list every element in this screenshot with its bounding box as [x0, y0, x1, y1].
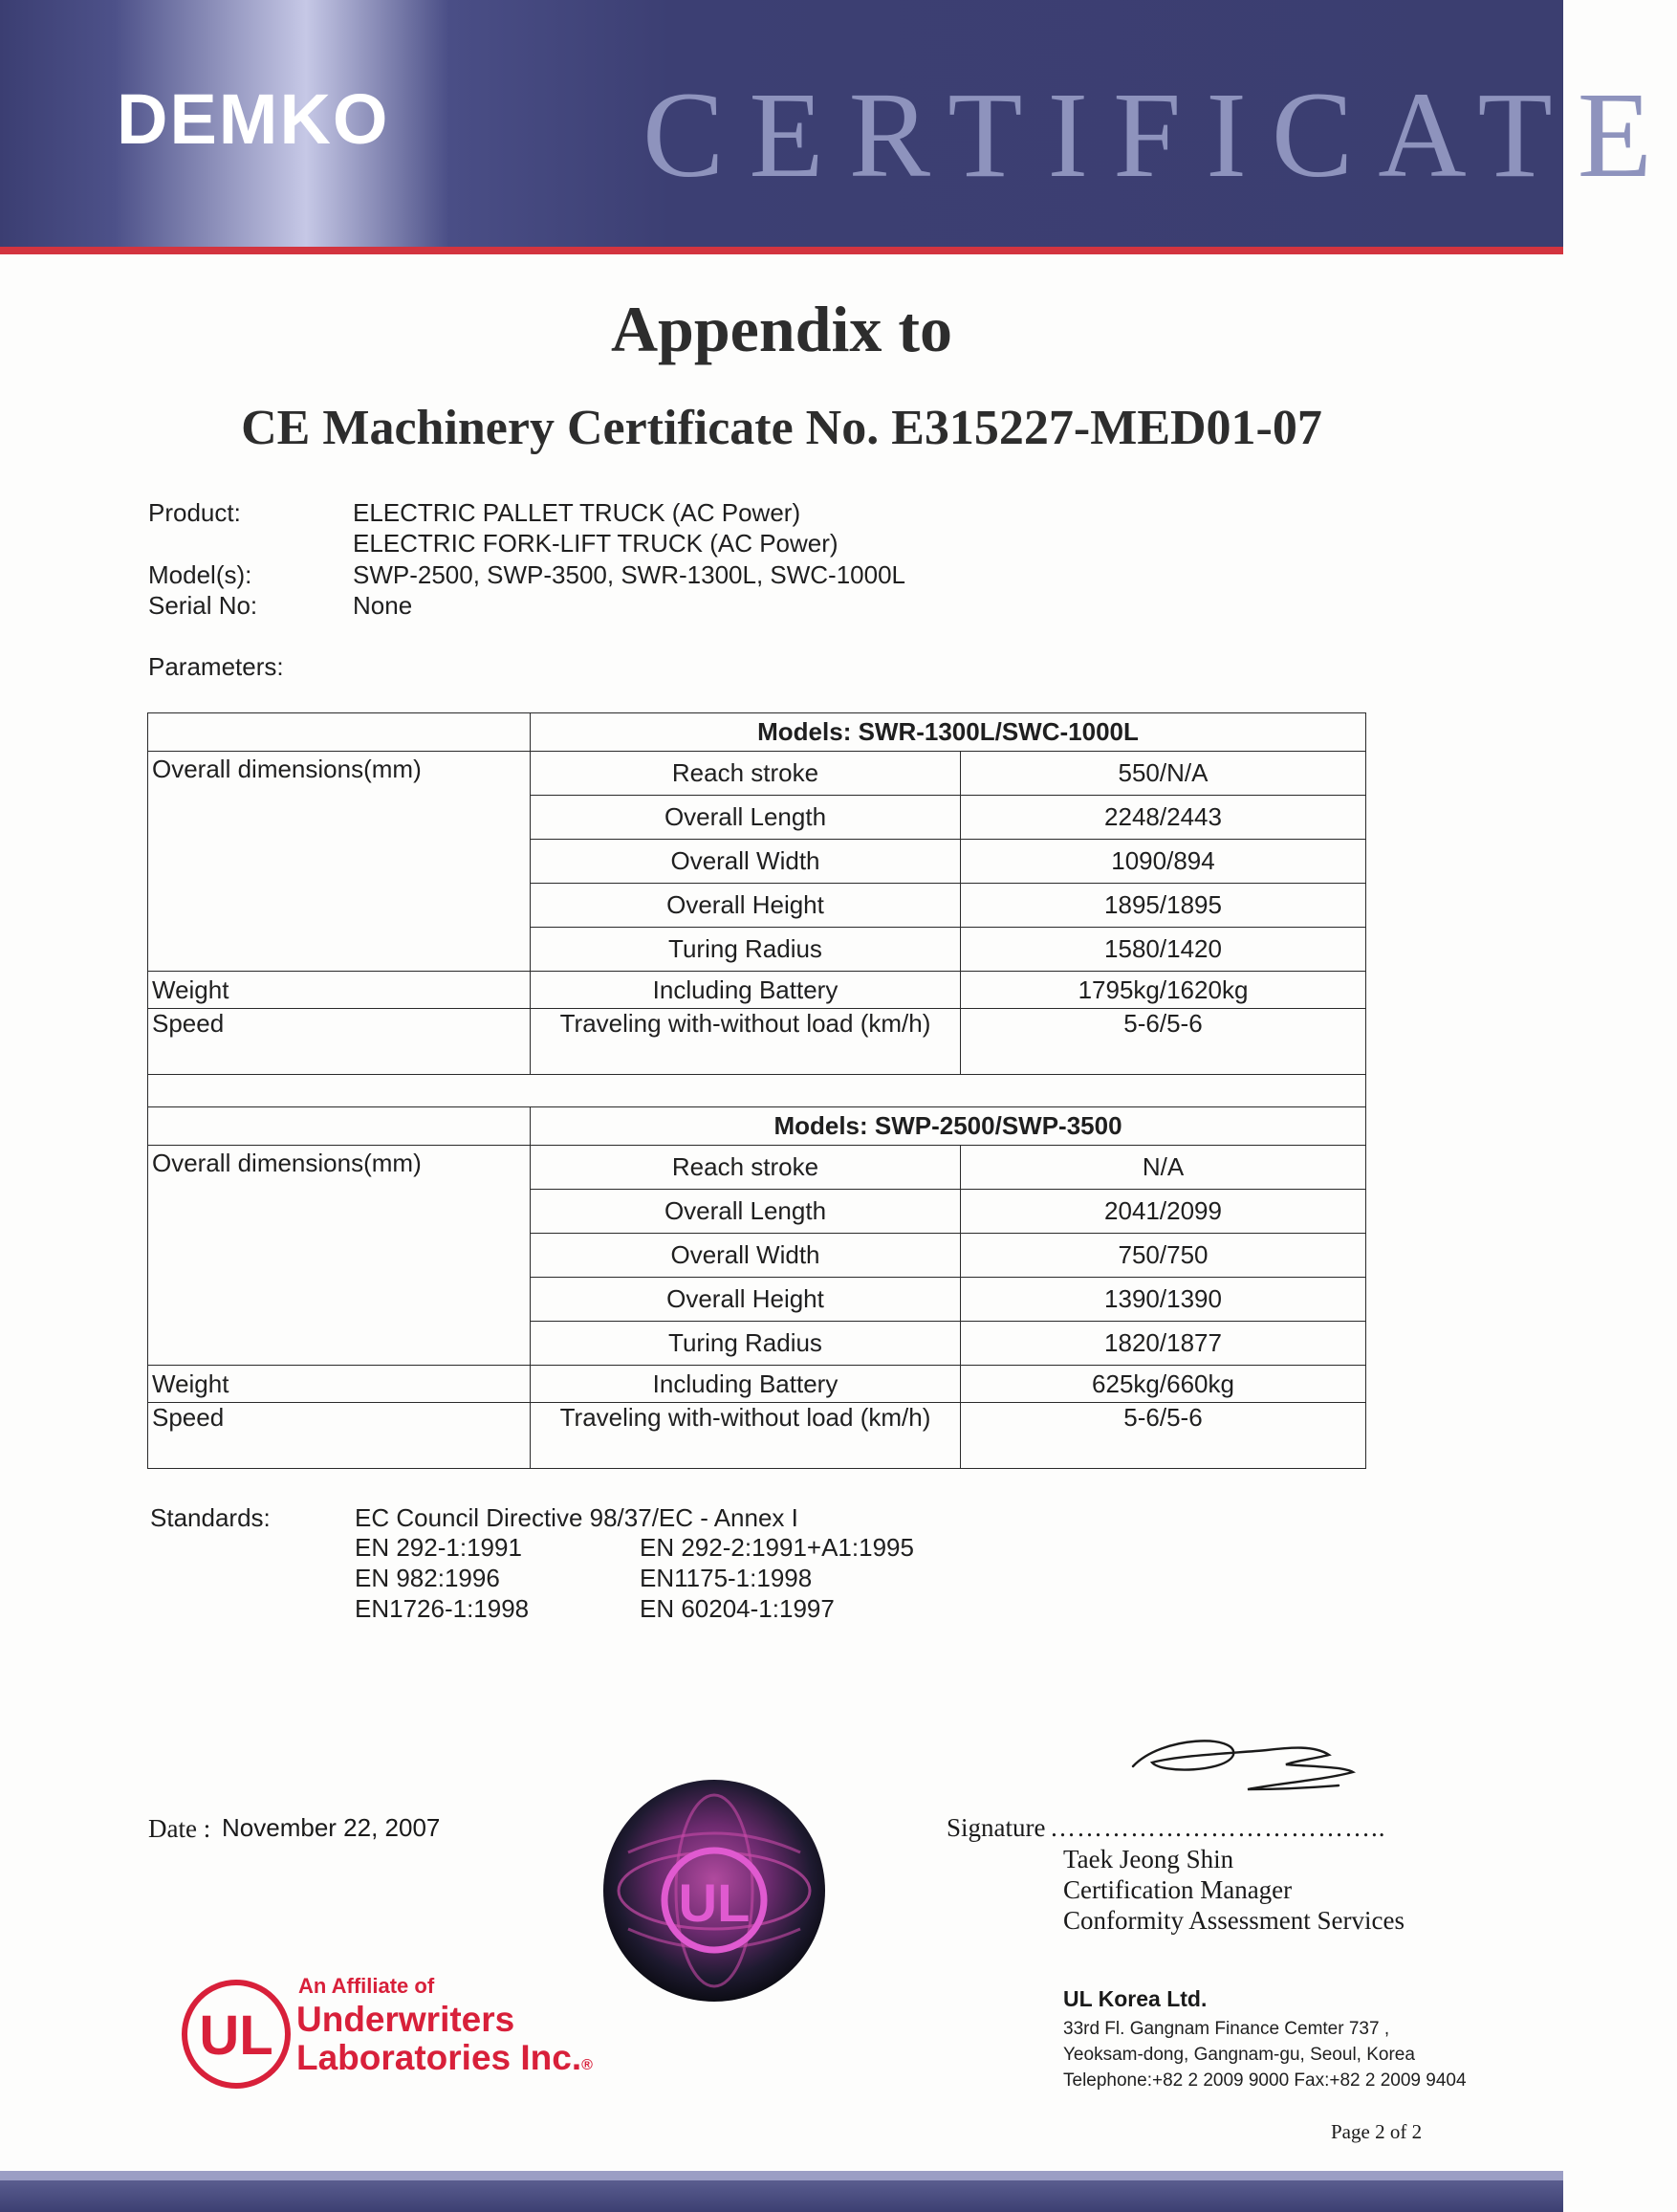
dim-name: Overall Height	[531, 1278, 961, 1322]
dim-name: Turing Radius	[531, 928, 961, 972]
models-header-2: Models: SWP-2500/SWP-3500	[531, 1107, 1366, 1146]
table-row	[148, 752, 1366, 796]
dim-value: 1820/1877	[961, 1322, 1366, 1366]
table-row	[148, 1146, 1366, 1190]
handwritten-signature	[1123, 1726, 1372, 1803]
weight-name: Including Battery	[531, 972, 961, 1009]
dim-value: 1090/894	[961, 840, 1366, 884]
models-value: SWP-2500, SWP-3500, SWR-1300L, SWC-1000L	[353, 560, 906, 589]
dim-name: Overall Width	[531, 1234, 961, 1278]
table-cell	[148, 1107, 531, 1146]
weight-name: Including Battery	[531, 1366, 961, 1403]
product-label: Product:	[148, 498, 241, 527]
dim-name: Reach stroke	[531, 1146, 961, 1190]
dim-value: 2248/2443	[961, 796, 1366, 840]
affiliate-line-2: Underwriters	[296, 2000, 515, 2039]
standard-item: EN 292-1:1991	[355, 1533, 522, 1562]
speed-value: 5-6/5-6	[961, 1403, 1366, 1469]
ul-hologram-seal	[599, 1776, 829, 2005]
company-address-2: Yeoksam-dong, Gangnam-gu, Seoul, Korea	[1063, 2045, 1415, 2065]
signature-line: ………………………………..	[1050, 1813, 1386, 1842]
signer-name: Taek Jeong Shin	[1063, 1845, 1234, 1873]
dims-label-1: Overall dimensions(mm)	[148, 752, 531, 972]
models-header-1: Models: SWR-1300L/SWC-1000L	[531, 713, 1366, 752]
signer-dept: Conformity Assessment Services	[1063, 1906, 1405, 1935]
product-value-1: ELECTRIC PALLET TRUCK (AC Power)	[353, 498, 801, 527]
signer-title: Certification Manager	[1063, 1875, 1293, 1904]
speed-name: Traveling with-without load (km/h)	[531, 1403, 961, 1469]
product-value-2: ELECTRIC FORK-LIFT TRUCK (AC Power)	[353, 529, 838, 558]
ul-logo-text: UL	[199, 2004, 273, 2067]
dims-label-2: Overall dimensions(mm)	[148, 1146, 531, 1366]
page-number: Page 2 of 2	[1331, 2120, 1423, 2143]
signature-label: Signature	[947, 1813, 1046, 1842]
appendix-heading: Appendix to	[610, 293, 953, 365]
table-row	[148, 972, 1366, 1009]
standards-directive: EC Council Directive 98/37/EC - Annex I	[355, 1503, 798, 1532]
affiliate-line-3: Laboratories Inc.	[296, 2038, 582, 2077]
dim-name: Turing Radius	[531, 1322, 961, 1366]
footer-stripe	[0, 2171, 1563, 2180]
weight-value: 625kg/660kg	[961, 1366, 1366, 1403]
standard-item: EN 292-2:1991+A1:1995	[640, 1533, 914, 1562]
dim-value: 1895/1895	[961, 884, 1366, 928]
certificate-title: CERTIFICATE	[642, 67, 1677, 203]
table-row	[148, 713, 1366, 752]
dim-name: Overall Height	[531, 884, 961, 928]
company-name: UL Korea Ltd.	[1063, 1986, 1208, 2011]
dim-value: 1580/1420	[961, 928, 1366, 972]
footer-banner	[0, 2180, 1563, 2212]
serial-value: None	[353, 591, 413, 620]
dim-name: Overall Length	[531, 796, 961, 840]
standard-item: EN1175-1:1998	[640, 1564, 813, 1592]
date-value: November 22, 2007	[222, 1813, 441, 1842]
dim-value: 2041/2099	[961, 1190, 1366, 1234]
affiliate-org	[296, 2001, 593, 2085]
dim-value: 750/750	[961, 1234, 1366, 1278]
seal-ul-text: UL	[678, 1873, 751, 1933]
speed-label: Speed	[148, 1403, 531, 1469]
dim-name: Overall Length	[531, 1190, 961, 1234]
company-address-1: 33rd Fl. Gangnam Finance Cemter 737 ,	[1063, 2019, 1390, 2039]
weight-value: 1795kg/1620kg	[961, 972, 1366, 1009]
ul-logo-icon	[180, 1978, 293, 2091]
date-label: Date :	[148, 1814, 211, 1843]
affiliate-line-1: An Affiliate of	[298, 1974, 435, 1998]
standard-item: EN1726-1:1998	[355, 1594, 530, 1623]
table-cell	[148, 713, 531, 752]
weight-label: Weight	[148, 972, 531, 1009]
table-spacer-row	[148, 1075, 1366, 1107]
speed-value: 5-6/5-6	[961, 1009, 1366, 1075]
standards-label: Standards:	[150, 1503, 271, 1532]
standard-item: EN 982:1996	[355, 1564, 500, 1592]
table-row	[148, 1009, 1366, 1075]
weight-label: Weight	[148, 1366, 531, 1403]
header-stripe	[0, 247, 1563, 254]
speed-label: Speed	[148, 1009, 531, 1075]
serial-label: Serial No:	[148, 591, 258, 620]
table-row	[148, 1403, 1366, 1469]
table-cell	[148, 1075, 1366, 1107]
table-row	[148, 1366, 1366, 1403]
standard-item: EN 60204-1:1997	[640, 1594, 835, 1623]
dim-value: 550/N/A	[961, 752, 1366, 796]
demko-logo: DEMKO	[117, 79, 390, 159]
table-row	[148, 1107, 1366, 1146]
dim-value: N/A	[961, 1146, 1366, 1190]
dim-name: Reach stroke	[531, 752, 961, 796]
parameters-table	[147, 712, 1366, 1469]
certificate-number-heading: CE Machinery Certificate No. E315227-MED01-07	[241, 401, 1322, 455]
speed-name: Traveling with-without load (km/h)	[531, 1009, 961, 1075]
registered-mark: ®	[581, 2057, 593, 2073]
dim-value: 1390/1390	[961, 1278, 1366, 1322]
company-phone: Telephone:+82 2 2009 9000 Fax:+82 2 2009 9404	[1063, 2070, 1467, 2091]
dim-name: Overall Width	[531, 840, 961, 884]
models-label: Model(s):	[148, 560, 252, 589]
parameters-label: Parameters:	[148, 652, 284, 681]
